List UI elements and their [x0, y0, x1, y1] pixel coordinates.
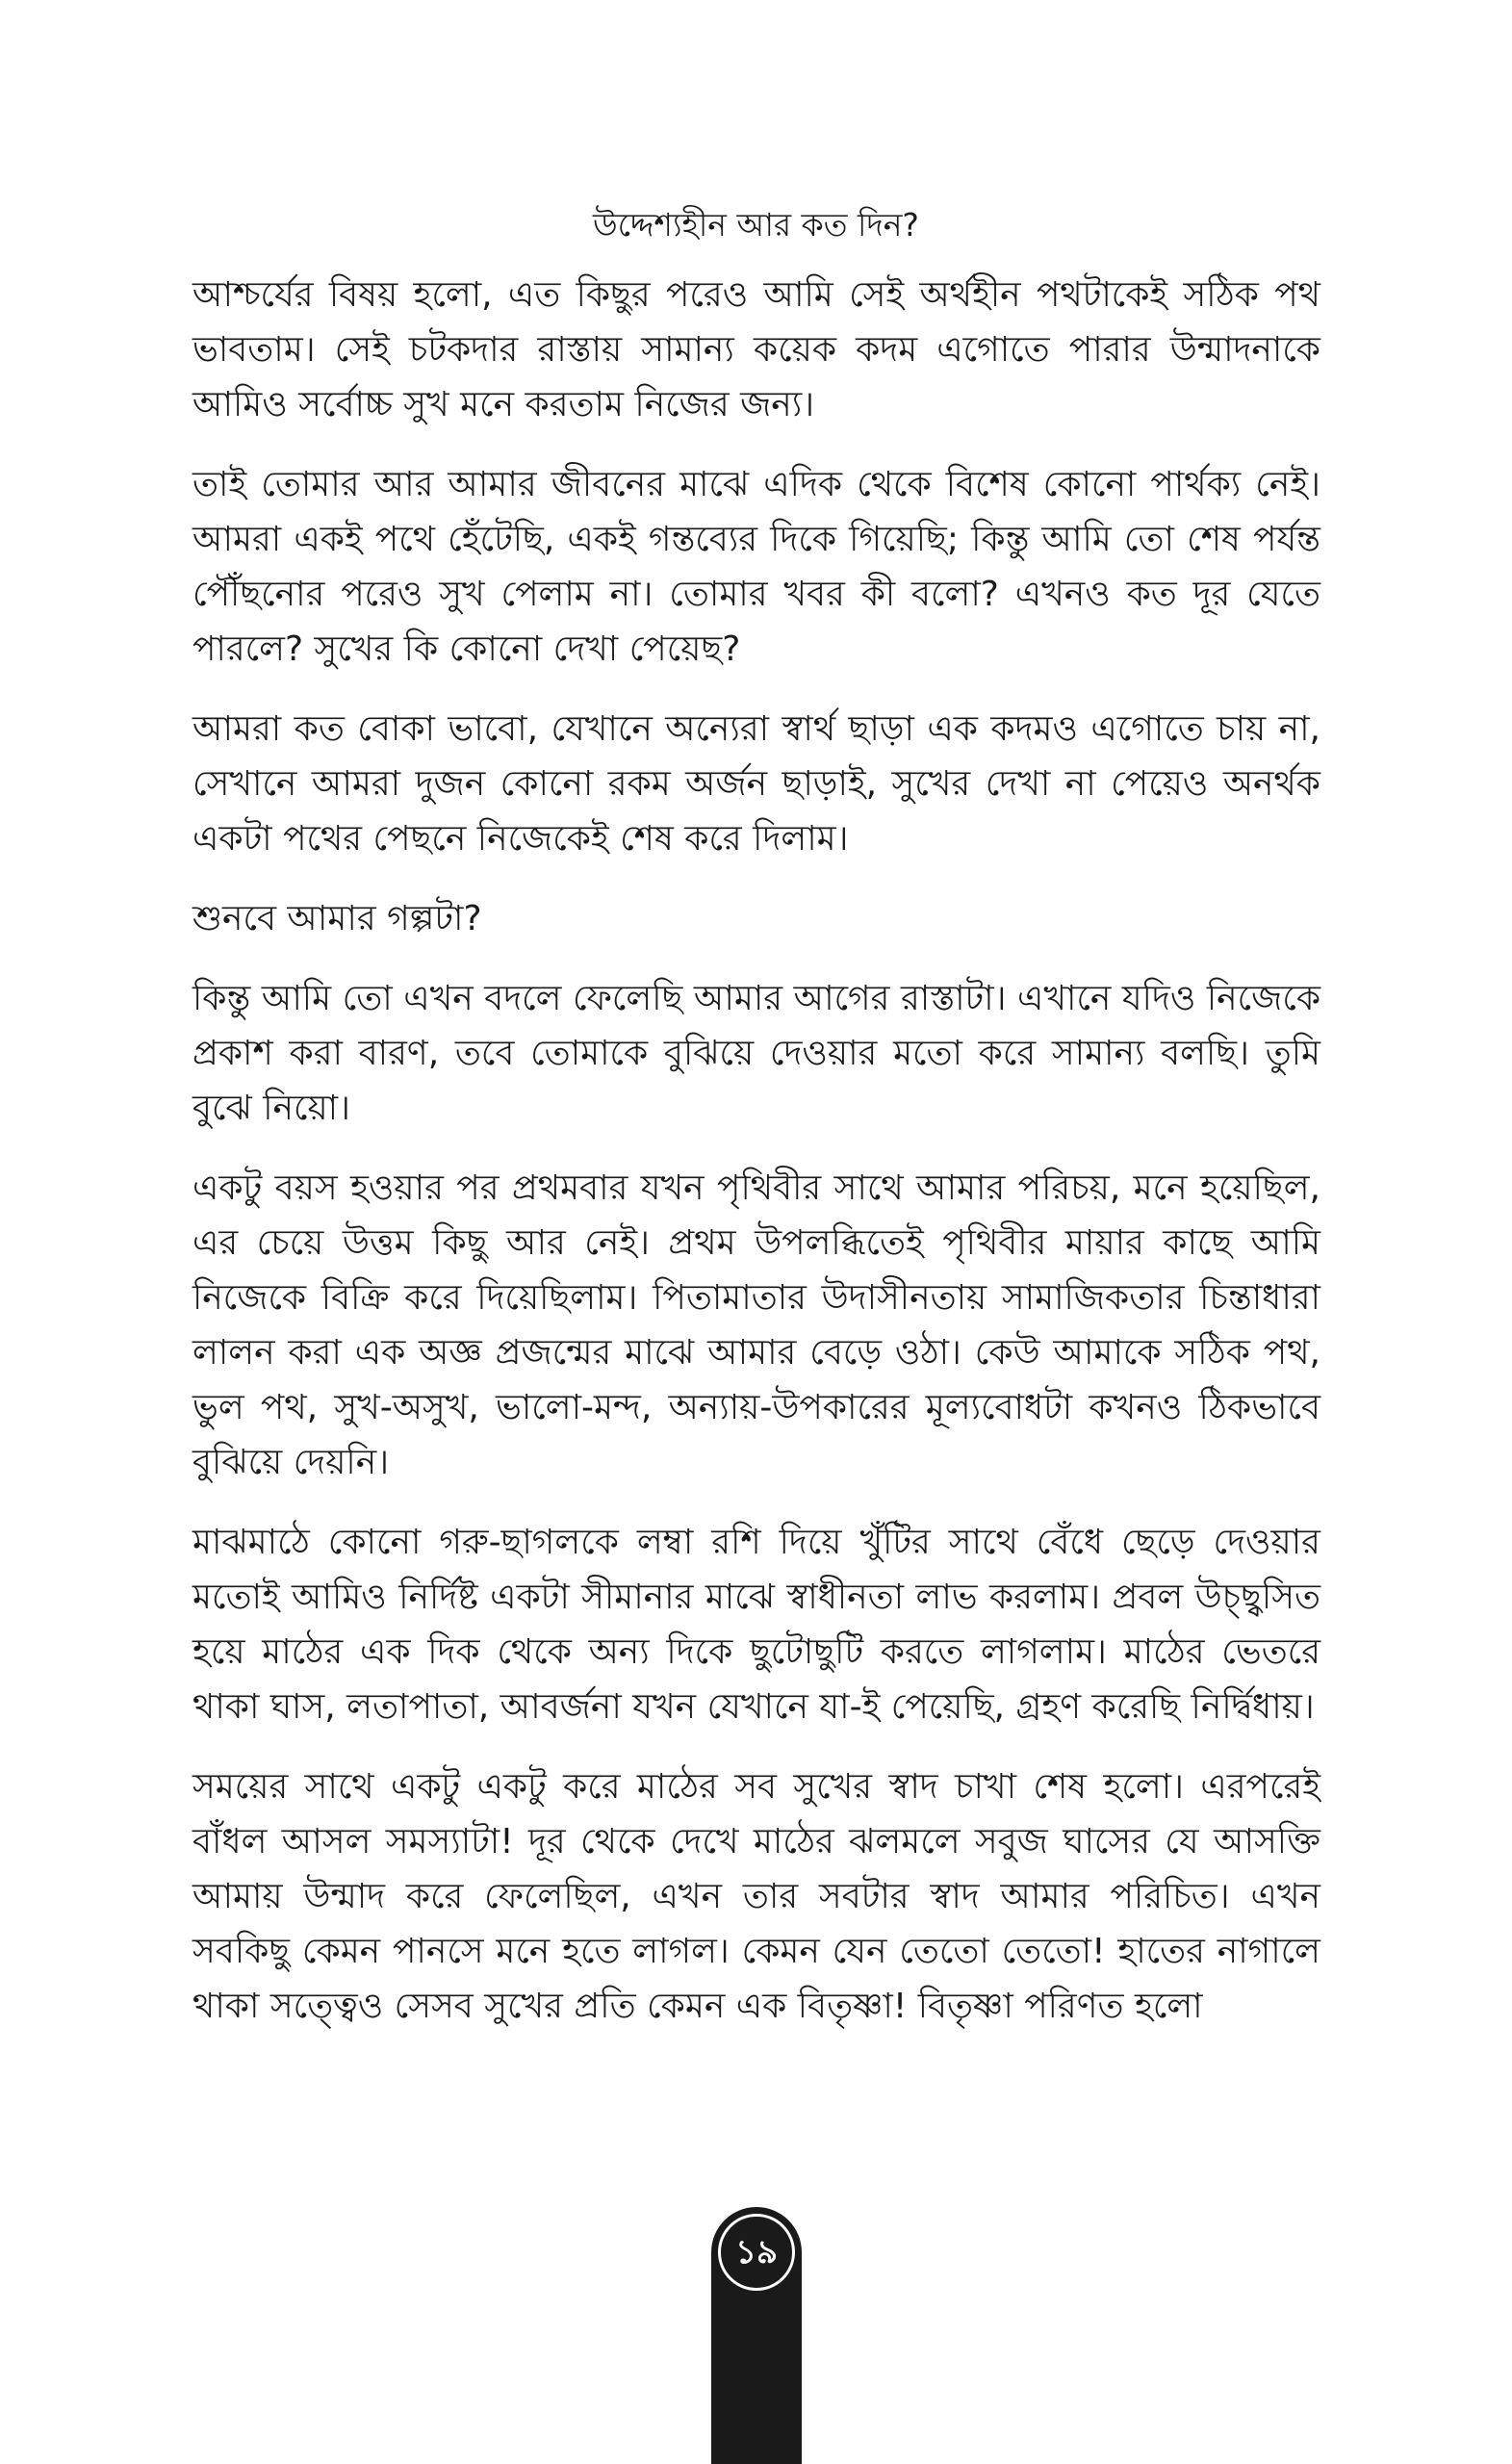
paragraph: শুনবে আমার গল্পটা?	[192, 899, 482, 938]
page-number-badge	[718, 2214, 795, 2291]
body-text	[192, 268, 1320, 2059]
paragraph: আশ্চর্যের বিষয় হলো, এত কিছুর পরেও আমি সেই অর্থহীন পথটাকেই সঠিক পথ ভাবতাম। সেই চটকদার রাস্তায় সামান্য কয়েক কদম এগোতে পারার উন্মাদনাকে আমিও সর্বোচ্চ সুখ মনে করতাম নিজের জন্য।	[192, 275, 1320, 424]
paragraph: তাই তোমার আর আমার জীবনের মাঝে এদিক থেকে বিশেষ কোনো পার্থক্য নেই। আমরা একই পথে হেঁটেছি, একই গন্তব্যের দিকে গিয়েছি; কিন্তু আমি তো শেষ পর্যন্ত পৌঁছনোর পরেও সুখ পেলাম না। তোমার খবর কী বলো? এখনও কত দূর যেতে পারলে? সুখের কি কোনো দেখা পেয়েছ?	[192, 465, 1320, 669]
page-number: ১৯	[734, 2233, 779, 2272]
paragraph: সময়ের সাথে একটু একটু করে মাঠের সব সুখের স্বাদ চাখা শেষ হলো। এরপরেই বাঁধল আসল সমস্যাটা! দূর থেকে দেখে মাঠের ঝলমলে সবুজ ঘাসের যে আসক্তি আমায় উন্মাদ করে ফেলেছিল, এখন তার সবটার স্বাদ আমার পরিচিত। এখন সবকিছু কেমন পানসে মনে হতে লাগল। কেমন যেন তেতো তেতো! হাতের নাগালে থাকা সত্ত্বেও সেসব সুখের প্রতি কেমন এক বিতৃষ্ণা! বিতৃষ্ণা পরিণত হলো	[192, 1767, 1320, 2026]
paragraph: একটু বয়স হওয়ার পর প্রথমবার যখন পৃথিবীর সাথে আমার পরিচয়, মনে হয়েছিল, এর চেয়ে উত্তম কিছু আর নেই। প্রথম উপলব্ধিতেই পৃথিবীর মায়ার কাছে আমি নিজেকে বিক্রি করে দিয়েছিলাম। পিতামাতার উদাসীনতায় সামাজিকতার চিন্তাধারা লালন করা এক অজ্ঞ প্রজন্মের মাঝে আমার বেড়ে ওঠা। কেউ আমাকে সঠিক পথ, ভুল পথ, সুখ-অসুখ, ভালো-মন্দ, অন্যায়-উপকারের মূল্যবোধটা কখনও ঠিকভাবে বুঝিয়ে দেয়নি।	[192, 1168, 1320, 1482]
paragraph: মাঝমাঠে কোনো গরু-ছাগলকে লম্বা রশি দিয়ে খুঁটির সাথে বেঁধে ছেড়ে দেওয়ার মতোই আমিও নির্দিষ্ট একটা সীমানার মাঝে স্বাধীনতা লাভ করলাম। প্রবল উচ্ছ্বসিত হয়ে মাঠের এক দিক থেকে অন্য দিকে ছুটোছুটি করতে লাগলাম। মাঠের ভেতরে থাকা ঘাস, লতাপাতা, আবর্জনা যখন যেখানে যা-ই পেয়েছি, গ্রহণ করেছি নির্দ্বিধায়।	[192, 1523, 1320, 1727]
running-header: উদ্দেশ্যহীন আর কত দিন?	[593, 206, 919, 244]
paragraph: কিন্তু আমি তো এখন বদলে ফেলেছি আমার আগের রাস্তাটা। এখানে যদিও নিজেকে প্রকাশ করা বারণ, তবে তোমাকে বুঝিয়ে দেওয়ার মতো করে সামান্য বলছি। তুমি বুঝে নিয়ো।	[192, 979, 1320, 1128]
paragraph: আমরা কত বোকা ভাবো, যেখানে অন্যেরা স্বার্থ ছাড়া এক কদমও এগোতে চায় না, সেখানে আমরা দুজন কোনো রকম অর্জন ছাড়াই, সুখের দেখা না পেয়েও অনর্থক একটা পথের পেছনে নিজেকেই শেষ করে দিলাম।	[192, 709, 1320, 859]
